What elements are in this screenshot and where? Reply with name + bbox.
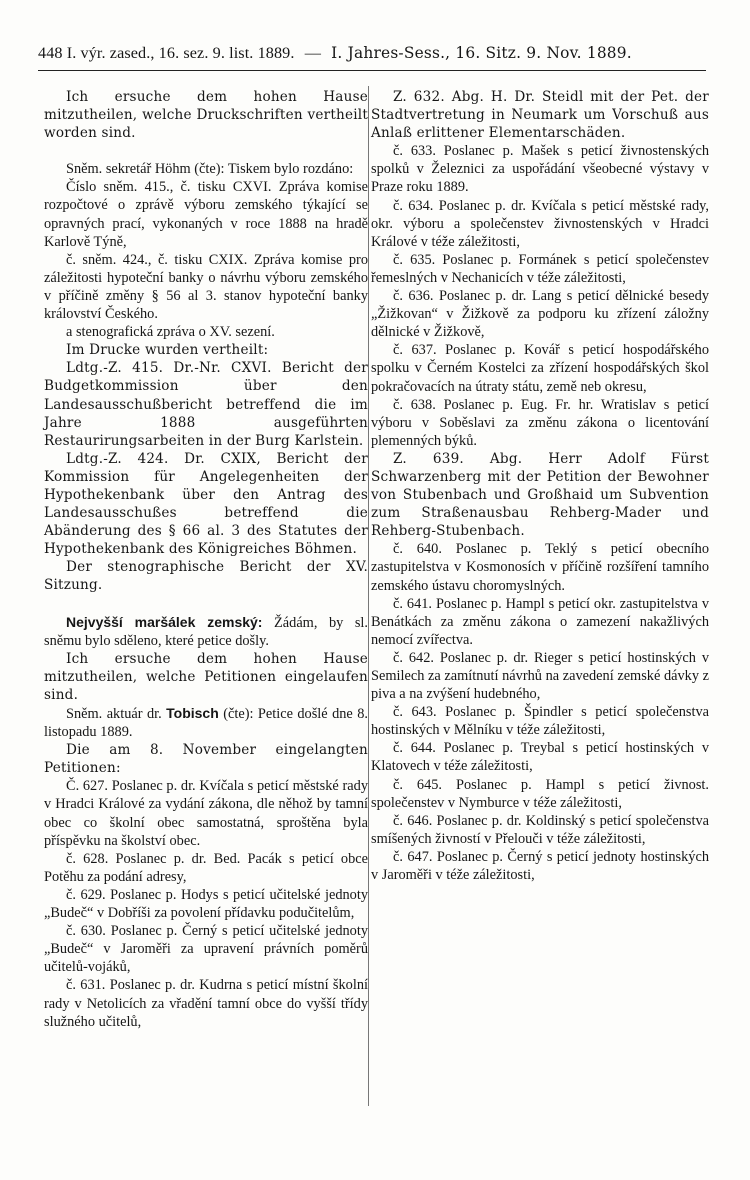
speaker-prefix: Sněm. aktuár dr. <box>66 706 167 722</box>
petition-entry: č. 647. Poslanec p. Černý s peticí jednoty hostinských v Jaroměři v téže záležitosti, <box>371 848 709 884</box>
petition-entry: č. 634. Poslanec p. dr. Kvíčala s peticí městské rady, okr. výboru a společenstev živnostenských v Hradci Králové v téže záležitosti, <box>371 197 709 250</box>
right-column <box>371 88 709 884</box>
speaker-name: Tobisch <box>166 705 219 721</box>
paragraph: Ich ersuche dem hohen Hause mitzutheilen, welche Petitionen eingelaufen sind. <box>44 650 368 703</box>
petition-entry: č. 631. Poslanec p. dr. Kudrna s peticí místní školní rady v Netolicích za vřadění tamní obce do vyšší třídy služného učitelů, <box>44 977 368 1030</box>
statement-text: (čte): Petice došlé dne 8. listopadu 1889. <box>44 706 368 741</box>
petition-entry: č. 641. Poslanec p. Hampl s peticí okr. zastupitelstva v Benátkách za změnu zákona o zamezení nakažlivých nemocí zvířectva. <box>371 595 709 648</box>
running-header <box>38 44 706 71</box>
paragraph: Der stenographische Bericht der XV. Sitzung. <box>44 559 368 594</box>
petition-entry: č. 630. Poslanec p. Černý s peticí učitelské jednoty „Budeč“ v Jaroměři za upravení právních poměrů učitelů-vojáků, <box>44 923 368 976</box>
petition-entry: č. 642. Poslanec p. dr. Rieger s peticí hostinských v Semilech za zamítnutí návrhů na zavedení zemské dávky z piva a na zvýšení hudebného, <box>371 649 709 703</box>
petition-entry: č. 646. Poslanec p. dr. Koldinský s peticí společenstva smíšených živností v Přelouči v téže záležitosti, <box>371 812 709 847</box>
paragraph: a stenografická zpráva o XV. sezení. <box>66 324 275 341</box>
petition-entry: č. 644. Poslanec p. Treybal s peticí hostinských v Klatovech v téže záležitosti, <box>371 740 709 775</box>
petition-entry: č. 638. Poslanec p. Eug. Fr. hr. Wratislav s peticí výboru v Soběslavi za změnu zákona o licentování plemenných býků. <box>371 396 709 449</box>
speaker-name: Nejvyšší maršálek zemský: <box>66 613 263 630</box>
petition-entry: č. 628. Poslanec p. dr. Bed. Pacák s peticí obce Potěhu za podání adresy, <box>44 850 368 885</box>
petition-entry: Č. 627. Poslanec p. dr. Kvíčala s peticí městské rady v Hradci Králové za vydání zákona, dle něhož by tamní obec co školní obec samostatná, sproštěna byla příspěvku na školství obec. <box>44 778 368 849</box>
petition-entry: Z. 632. Abg. H. Dr. Steidl mit der Pet. der Stadtvertretung in Neumark um Vorschuß aus Anlaß erlittener Elementarschäden. <box>371 89 709 142</box>
paragraph: č. sněm. 424., č. tisku CXIX. Zpráva komise pro záležitosti hypoteční banky o návrhu výboru zemského v příčině změny § 56 al 3. stanov hypoteční banky království Českého. <box>44 251 368 323</box>
statement-text: Žádám, by sl. sněmu bylo sděleno, které petice došly. <box>44 614 368 649</box>
paragraph: Ldtg.-Z. 424. Dr. CXIX, Bericht der Kommission für Angelegenheiten der Hypothekenbank über den Antrag des Landesausschußes betreffend die Abänderung des § 66 al. 3 des Statutes der Hypothekenbank des Königreiches Böhmen. <box>44 450 368 558</box>
petition-entry: č. 629. Poslanec p. Hodys s peticí učitelské jednoty „Budeč“ v Dobříši za povolení přídavku podučitelům, <box>44 886 368 922</box>
header-separator: — <box>304 44 321 62</box>
actuary-statement <box>44 704 368 741</box>
header-czech: 448 I. výr. zased., 16. sez. 9. list. 1889. <box>38 44 295 62</box>
paragraph: Ich ersuche dem hohen Hause mitzutheilen, welche Druckschriften vertheilt worden sind. <box>44 89 368 142</box>
paragraph: Sněm. sekretář Höhm (čte): Tiskem bylo rozdáno: <box>66 161 354 178</box>
petition-entry: č. 643. Poslanec p. Špindler s peticí společenstva hostinských v Mělníku v téže záležitosti, <box>371 704 709 739</box>
petition-entry: č. 637. Poslanec p. Kovář s peticí hospodářského spolku v Černém Kostelci za zřízení hospodářských škol pokračovacích na útraty státu, země neb okresu, <box>371 342 709 395</box>
left-column <box>44 88 368 1031</box>
president-statement <box>44 613 368 650</box>
paragraph: Im Drucke wurden vertheilt: <box>66 342 269 359</box>
paragraph: Ldtg.-Z. 415. Dr.-Nr. CXVI. Bericht der Budgetkommission über den Landesausschußbericht betreffend die im Jahre 1888 ausgeführten Restaurirungsarbeiten in der Burg Karlstein. <box>44 360 368 449</box>
petition-entry: č. 636. Poslanec p. dr. Lang s peticí dělnické besedy „Žižkovan“ v Žižkově za podporu ku zřízení záložny dělnické v Žižkově, <box>371 288 709 341</box>
column-divider <box>368 86 369 1106</box>
petition-entry: č. 635. Poslanec p. Formánek s peticí společenstev řemeslných v Nechanicích v téže záležitosti, <box>371 251 709 286</box>
paragraph: Die am 8. November eingelangten Petitionen: <box>44 742 368 777</box>
petition-entry: č. 640. Poslanec p. Teklý s peticí obecního zastupitelstva v Kosmonosích v příčině rozšíření tamního zemského ústavu choromyslných. <box>371 541 709 594</box>
header-german: I. Jahres-Sess., 16. Sitz. 9. Nov. 1889. <box>331 44 632 62</box>
petition-entry: č. 645. Poslanec p. Hampl s peticí živnost. společenstev v Nymburce v téže záležitosti, <box>371 776 709 811</box>
petition-entry: Z. 639. Abg. Herr Adolf Fürst Schwarzenberg mit der Petition der Bewohner von Stubenbach und Großhaid um Subvention zum Straßenausbau Rehberg-Mader und Rehberg-Stubenbach. <box>371 450 709 540</box>
petition-entry: č. 633. Poslanec p. Mašek s peticí živnostenských spolků v Železnici za uspořádání všeobecné výstavy v Praze roku 1889. <box>371 143 709 196</box>
paragraph: Číslo sněm. 415., č. tisku CXVI. Zpráva komise rozpočtové o zprávě výboru zemského týkající se opravných prací, vykonaných v roce 1888 na hradě Karlově Týně, <box>44 179 368 250</box>
